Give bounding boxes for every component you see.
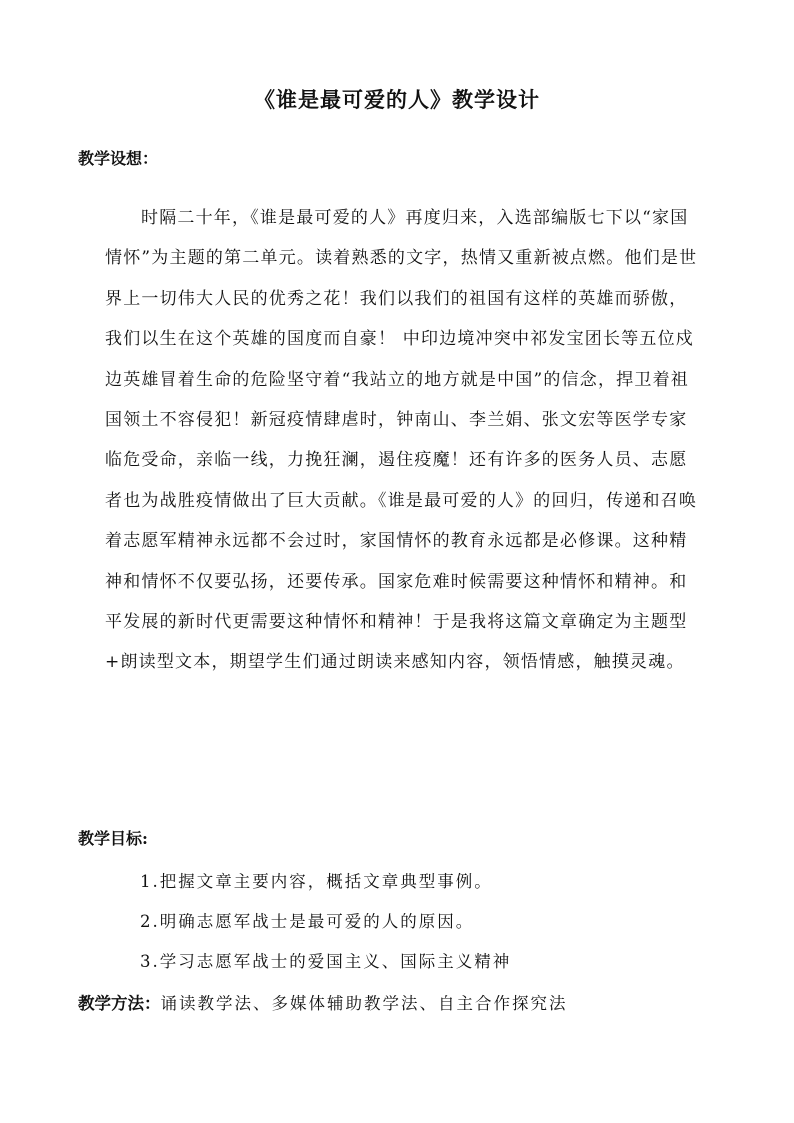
document-title: 《谁是最可爱的人》教学设计 xyxy=(254,87,540,112)
teaching-method-label: 教学方法： xyxy=(78,994,161,1013)
teaching-method-text: 诵读教学法、多媒体辅助教学法、自主合作探究法 xyxy=(160,994,568,1013)
design-paragraph: 时隔二十年，《谁是最可爱的人》再度归来，入选部编版七下以“家国情怀”为主题的第二单元。读着熟悉的文字，热情又重新被点燃。他们是世界上一切伟大人民的优秀之花！我们以我们的祖国有这样的英雄而骄傲，我们以生在这个英雄的国度而自豪！ 中印边境冲突中祁发宝团长等五位戍边英雄冒着生命的危险坚守着“我站立的地方就是中国”的信念，捍卫着祖国领土不容侵犯！新冠疫情肆虐时，钟南山、李兰娟、张文宏等医学专家临危受命，亲临一线，力挽狂澜，遏住疫魔！还有许多的医务人员、志愿者也为战胜疫情做出了巨大贡献。《谁是最可爱的人》的回归，传递和召唤着志愿军精神永远都不会过时，家国情怀的教育永远都是必修课。这种精神和情怀不仅要弘扬，还要传承。国家危难时候需要这种情怀和精神。和平发展的新时代更需要这种情怀和精神！于是我将这篇文章确定为主题型+朗读型文本，期望学生们通过朗读来感知内容，领悟情感，触摸灵魂。 xyxy=(105,208,698,673)
section-heading-teaching-design: 教学设想： xyxy=(78,149,159,168)
section-heading-teaching-goals: 教学目标: xyxy=(78,829,148,848)
goal-item-2: 2.明确志愿军战士是最可爱的人的原因。 xyxy=(140,912,475,931)
goal-item-3: 3.学习志愿军战士的爱国主义、国际主义精神 xyxy=(140,952,512,971)
goal-item-1: 1.把握文章主要内容，概括文章典型事例。 xyxy=(140,872,493,891)
teaching-method-line xyxy=(78,990,568,1014)
